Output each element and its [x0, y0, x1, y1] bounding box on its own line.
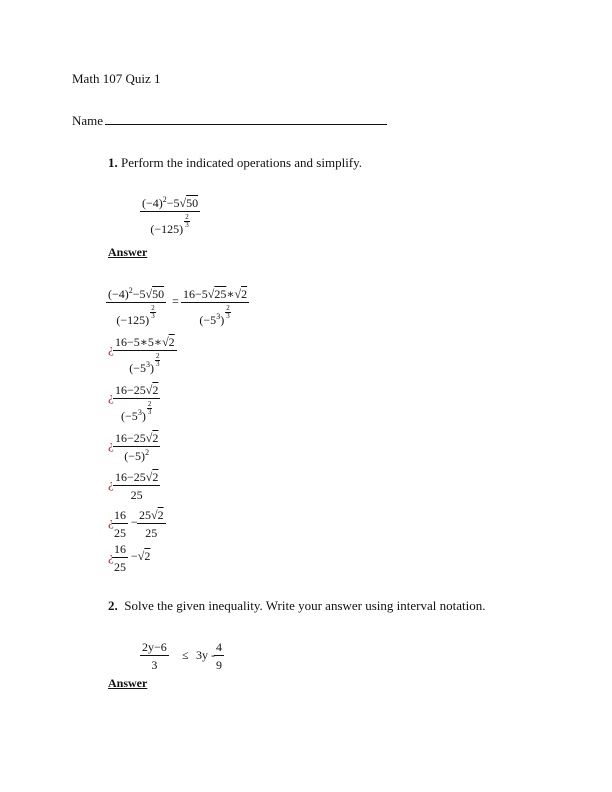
q1-step6-minus: −: [131, 515, 138, 529]
q1-step1-equals: =: [172, 294, 179, 308]
q1-step2-fraction: 16−5∗5∗√2 $(-5^3)$ $\frac{2}{3}$: [115, 335, 175, 375]
q1-step6-marker: ¿: [108, 514, 114, 529]
q1-step1-lhs: $(-4)^2-5√50$ (−125) $\frac{2}{3}$: [108, 286, 165, 327]
q1-step4-fraction: $\frac{16-25√2}{(-5)^2}$: [115, 431, 159, 463]
question-1-number: 1.: [108, 155, 118, 170]
quiz-title: Math 107 Quiz 1: [72, 71, 161, 86]
question-2-number: 2.: [108, 598, 118, 613]
q1-expression-numerator: $(-4)^2-5√50$: [142, 195, 199, 210]
question-2: [108, 598, 485, 614]
q1-step7-frac: $\frac{16}{25}$: [114, 542, 126, 574]
q2-inequality-lhs: $\frac{2y-6}{3}$: [142, 640, 167, 672]
q1-expression: [140, 196, 200, 236]
question-1-prompt: Perform the indicated operations and simplify.: [121, 155, 363, 170]
name-label: Name: [72, 113, 104, 128]
q1-step3-fraction: 16−25√2 $(-5^3)$ $\frac{2}{3}$: [115, 383, 159, 423]
q1-step5-fraction: $\frac{16-25√2}{25}$: [115, 470, 159, 502]
question-1: [108, 155, 362, 171]
q1-step6-frac-a: $\frac{16}{25}$: [114, 508, 126, 540]
question-2-prompt: Solve the given inequality. Write your answer using interval notation.: [124, 598, 486, 613]
q1-step1-rhs: 16−5√25∗√2 $(-5^3)$ $\frac{2}{3}$: [183, 287, 248, 327]
q1-step3-marker: ¿: [108, 389, 114, 404]
q2-relation: ≤: [182, 648, 189, 662]
q1-step6-frac-b: $\frac{25√2}{25}$: [139, 508, 164, 540]
q2-rhs-fraction: $\frac{4}{9}$: [216, 640, 222, 672]
q1-step7-marker: ¿: [108, 549, 114, 564]
name-row: [72, 113, 387, 129]
name-blank-line: [105, 113, 387, 125]
q1-step4-marker: ¿: [108, 437, 114, 452]
q1-expression-denominator: (−125) $\frac{2}{3}$: [140, 211, 200, 236]
q1-step2-marker: ¿: [108, 341, 114, 356]
q1-answer-label: Answer: [108, 245, 148, 259]
q2-rhs-text: 3y -: [196, 648, 215, 662]
q1-step7-remainder: −√2: [131, 549, 151, 563]
q1-step5-marker: ¿: [108, 476, 114, 491]
q2-answer-label: Answer: [108, 676, 148, 690]
